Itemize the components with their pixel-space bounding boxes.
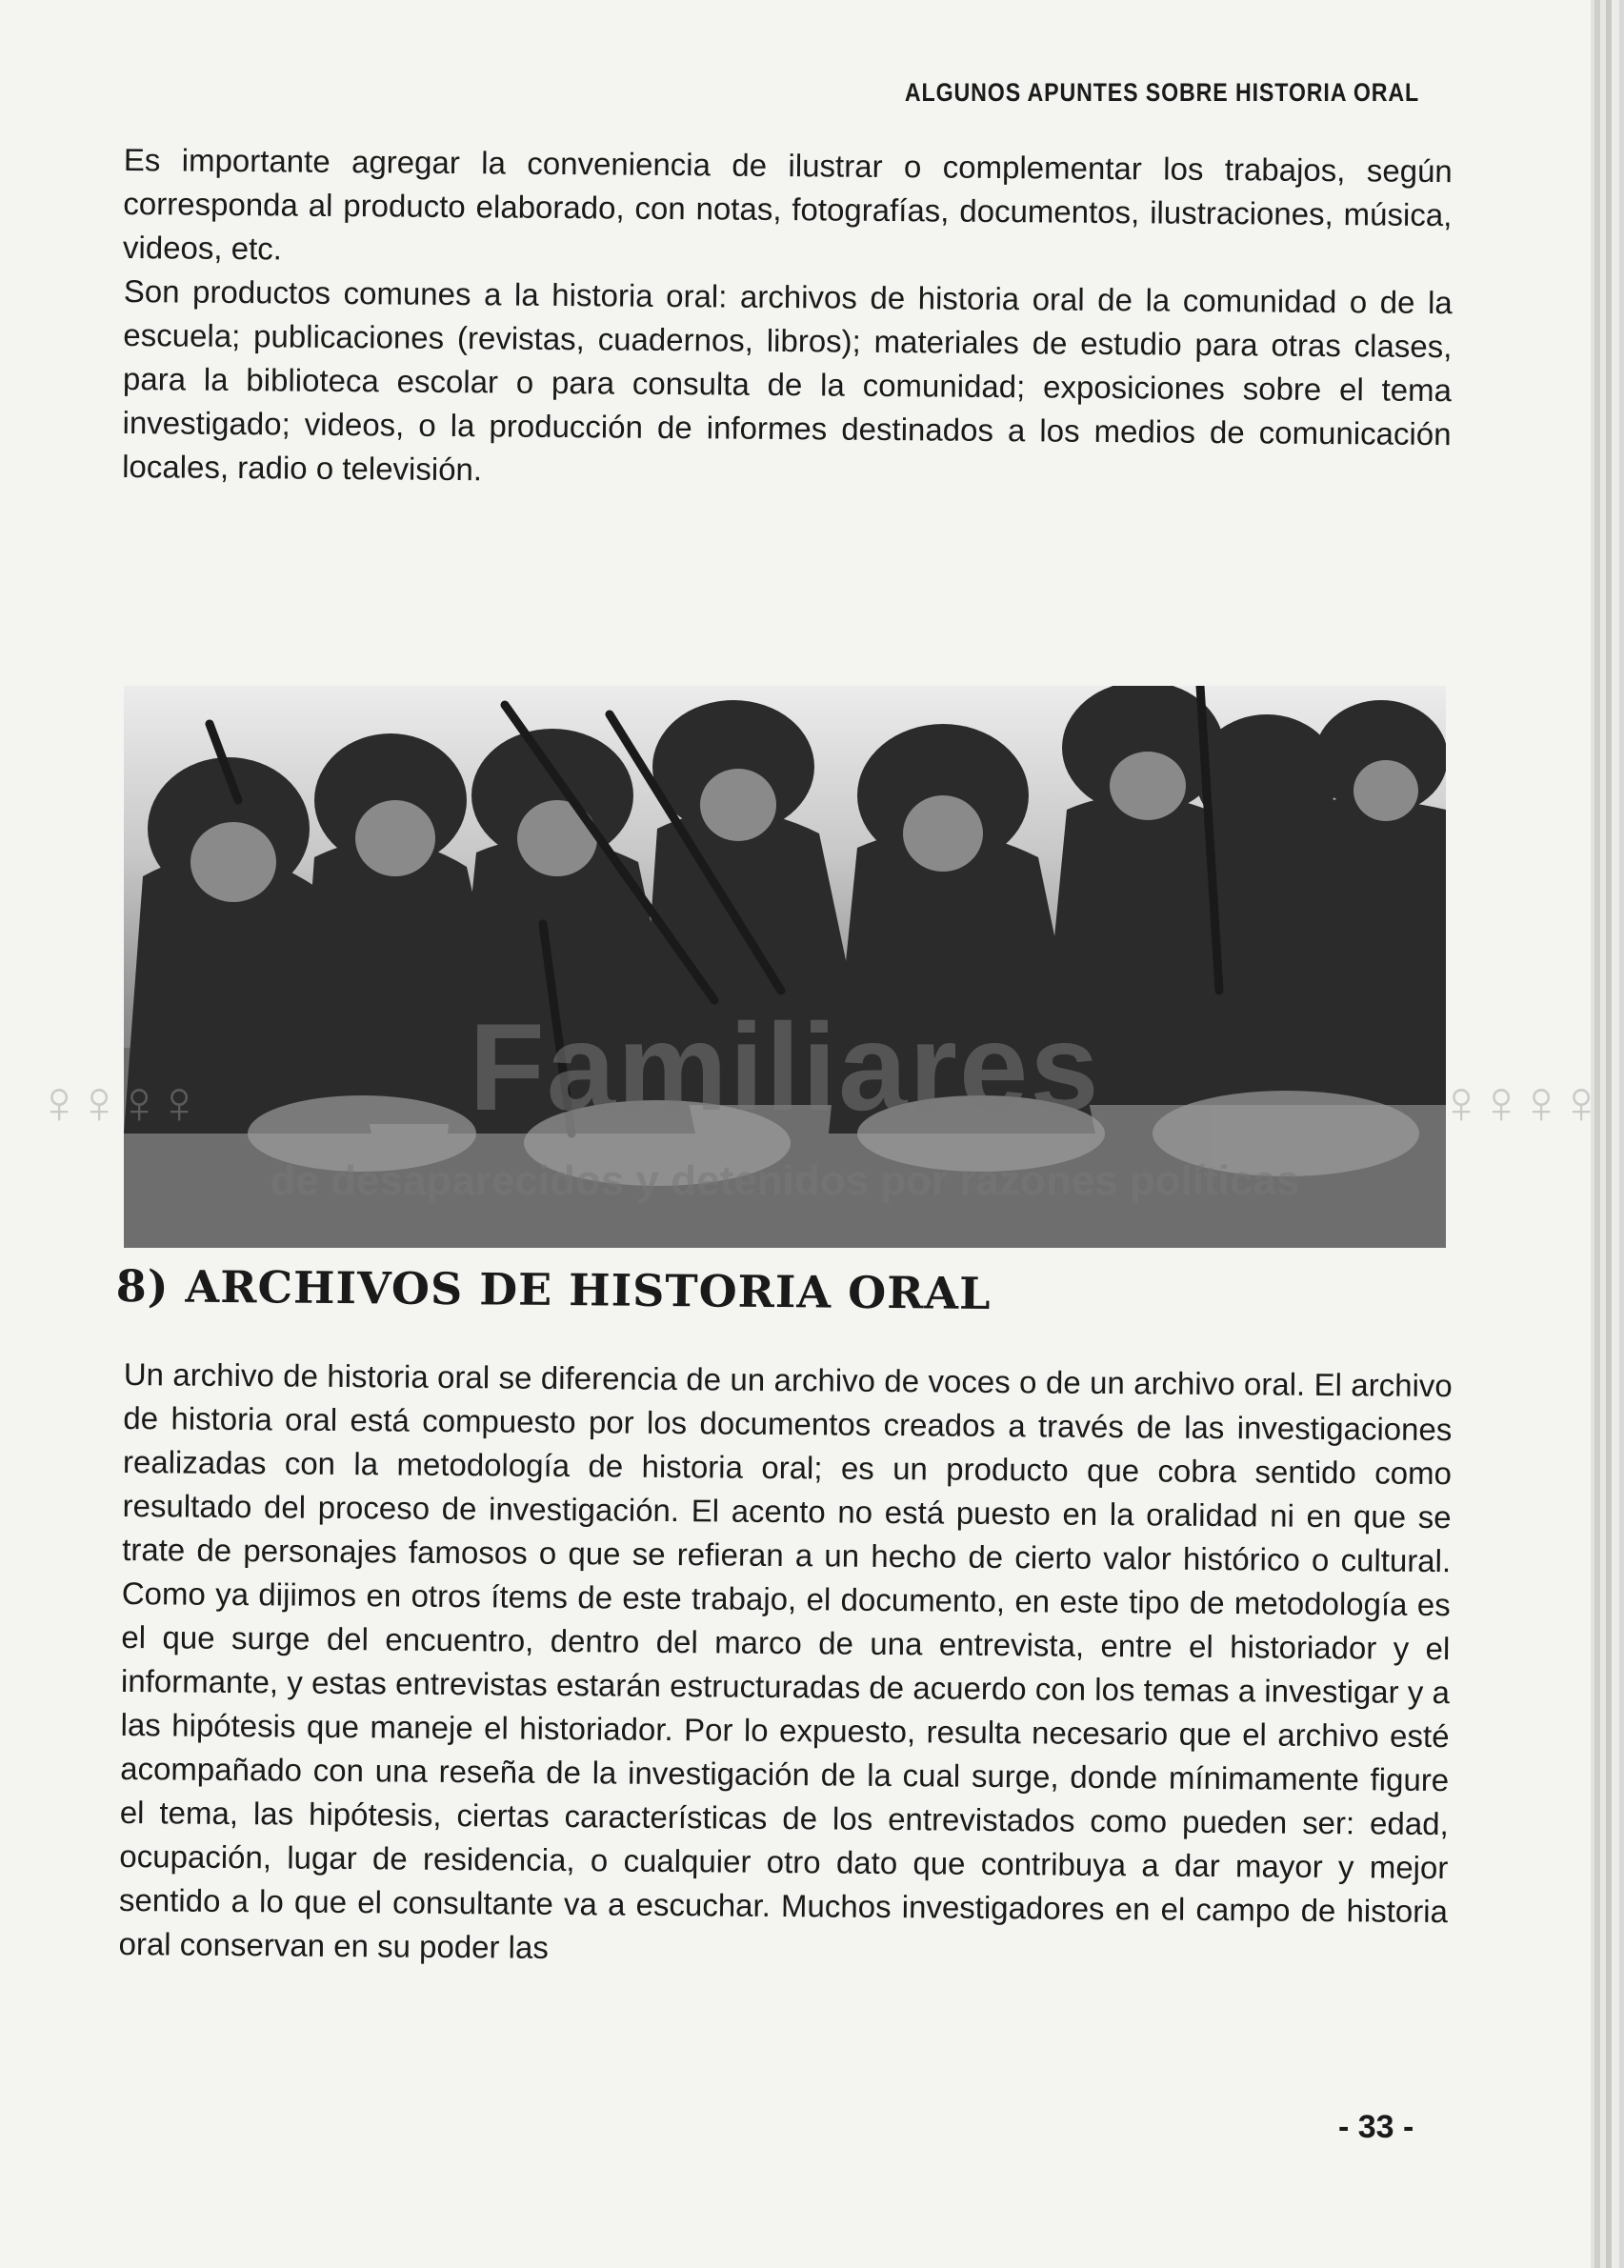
page-number: - 33 -: [1338, 2109, 1414, 2145]
paragraph-illustrations: Es importante agregar la conveniencia de ilustrar o complementar los trabajos, según corresponda al producto elaborado, con notas, fotografías, documentos, ilustraciones, música, videos, etc.: [122, 141, 1453, 267]
watermark-people-right-icon: ♀♀♀♀: [1438, 1068, 1598, 1136]
soldiers-photo: [124, 686, 1446, 1248]
section-body: Un archivo de historia oral se diferencia de un archivo de voces o de un archivo oral. El archivo de historia oral está compuesto por los documentos creados a través de las investigaciones realizadas con la metodología de historia oral; es un producto que cobra sentido como resultado del proceso de investigación. El acento no está puesto en la oralidad ni en que se trate de personajes famosos o que se refieran a un hecho de cierto valor histórico o cultural. Como ya dijimos en otros ítems de este trabajo, el documento, en este tipo de metodología es el que surge del encuentro, dentro del marco de una entrevista, entre el historiador y el informante, y estas entrevistas estarán estructuradas de acuerdo con los temas a investigar y a las hipótesis que maneje el historiador. Por lo expuesto, resulta necesario que el archivo esté acompañado con una reseña de la investigación de la cual surge, donde mínimamente figure el tema, las hipótesis, ciertas características de los entrevistados como pueden ser: edad, ocupación, lugar de residencia, o cualquier otro dato que contribuya a dar mayor y mejor sentido a lo que el consultante va a escuchar. Muchos investigadores en el campo de historia oral conservan en su poder las: [118, 1355, 1453, 1965]
section-heading: 8) ARCHIVOS DE HISTORIA ORAL: [115, 1260, 992, 1320]
watermark-title: Familiares: [469, 997, 1101, 1136]
watermark-people-left-icon: ♀♀♀♀: [36, 1068, 196, 1136]
watermark-subtitle: de desaparecidos y detenidos por razones políticas: [270, 1157, 1300, 1204]
paragraph-products: Son productos comunes a la historia oral: archivos de historia oral de la comunidad o de la escuela; publicaciones (revistas, cuadernos, libros); materiales de estudio para otras clases, para la biblioteca escolar o para consulta de la comunidad; exposiciones sobre el tema investigado; videos, o la producción de informes destinados a los medios de comunicación locales, radio o televisión.: [122, 272, 1453, 488]
running-header: ALGUNOS APUNTES SOBRE HISTORIA ORAL: [904, 78, 1419, 107]
